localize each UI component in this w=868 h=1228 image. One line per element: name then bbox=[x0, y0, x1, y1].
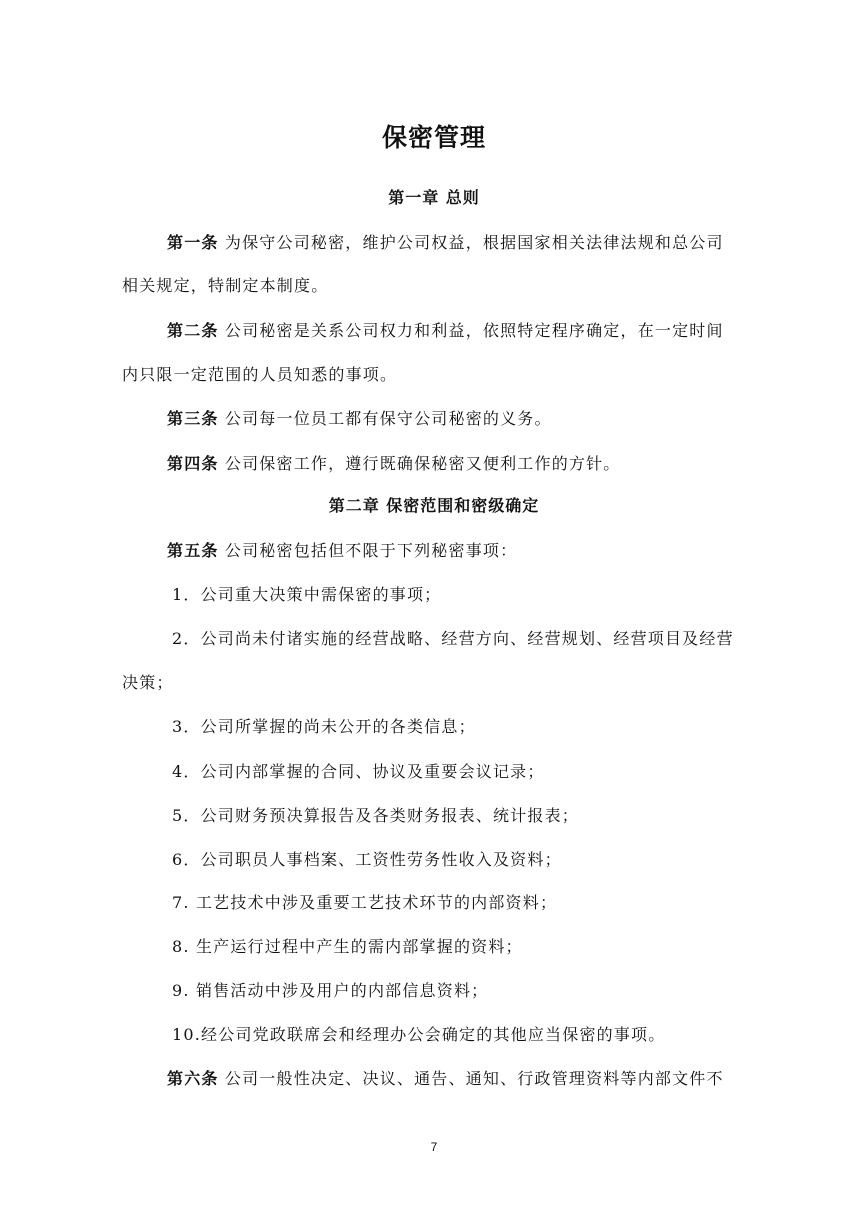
article-5-text: 公司秘密包括但不限于下列秘密事项： bbox=[224, 541, 518, 560]
list-item-8: 8. 生产运行过程中产生的需内部掌握的资料； bbox=[172, 937, 523, 956]
list-item-4: 4．公司内部掌握的合同、协议及重要会议记录； bbox=[172, 762, 545, 781]
article-4-label: 第四条 bbox=[167, 454, 219, 473]
article-2-text: 公司秘密是关系公司权力和利益，依照特定程序确定，在一定时间 bbox=[224, 321, 724, 340]
list-item-1: 1．公司重大决策中需保密的事项； bbox=[172, 585, 442, 604]
chapter-2-heading: 第二章 保密范围和密级确定 bbox=[328, 496, 540, 515]
article-6-line-1 bbox=[167, 1066, 724, 1089]
article-1-line-1 bbox=[167, 230, 724, 253]
list-item-2-line-2: 决策； bbox=[122, 673, 174, 692]
article-1-line-2: 相关规定，特制定本制度。 bbox=[122, 276, 329, 295]
article-4-line-1 bbox=[167, 451, 621, 474]
list-item-6: 6．公司职员人事档案、工资性劳务性收入及资料； bbox=[172, 850, 562, 869]
list-item-7: 7. 工艺技术中涉及重要工艺技术环节的内部资料； bbox=[172, 893, 558, 912]
article-6-label: 第六条 bbox=[167, 1069, 219, 1088]
list-item-5: 5．公司财务预决算报告及各类财务报表、统计报表； bbox=[172, 806, 579, 825]
article-1-label: 第一条 bbox=[167, 233, 219, 252]
article-5-label: 第五条 bbox=[167, 541, 219, 560]
article-4-text: 公司保密工作，遵行既确保秘密又便利工作的方针。 bbox=[224, 454, 621, 473]
article-3-line-1 bbox=[167, 406, 552, 429]
chapter-1-heading: 第一章 总则 bbox=[388, 188, 480, 207]
article-3-label: 第三条 bbox=[167, 409, 219, 428]
list-item-3: 3．公司所掌握的尚未公开的各类信息； bbox=[172, 717, 476, 736]
article-3-text: 公司每一位员工都有保守公司秘密的义务。 bbox=[224, 409, 552, 428]
article-5-line-1 bbox=[167, 538, 517, 561]
list-item-2-line-1: 2．公司尚未付诸实施的经营战略、经营方向、经营规划、经营项目及经营 bbox=[172, 629, 734, 648]
article-6-text: 公司一般性决定、决议、通告、通知、行政管理资料等内部文件不 bbox=[224, 1069, 724, 1088]
page-number: 7 bbox=[430, 1140, 438, 1154]
article-2-label: 第二条 bbox=[167, 321, 219, 340]
document-title: 保密管理 bbox=[381, 123, 486, 152]
list-item-9: 9. 销售活动中涉及用户的内部信息资料； bbox=[172, 981, 489, 1000]
article-2-line-2: 内只限一定范围的人员知悉的事项。 bbox=[122, 365, 398, 384]
article-1-text: 为保守公司秘密，维护公司权益，根据国家相关法律法规和总公司 bbox=[224, 233, 724, 252]
article-2-line-1 bbox=[167, 318, 724, 341]
list-item-10: 10.经公司党政联席会和经理办公会确定的其他应当保密的事项。 bbox=[172, 1025, 666, 1044]
